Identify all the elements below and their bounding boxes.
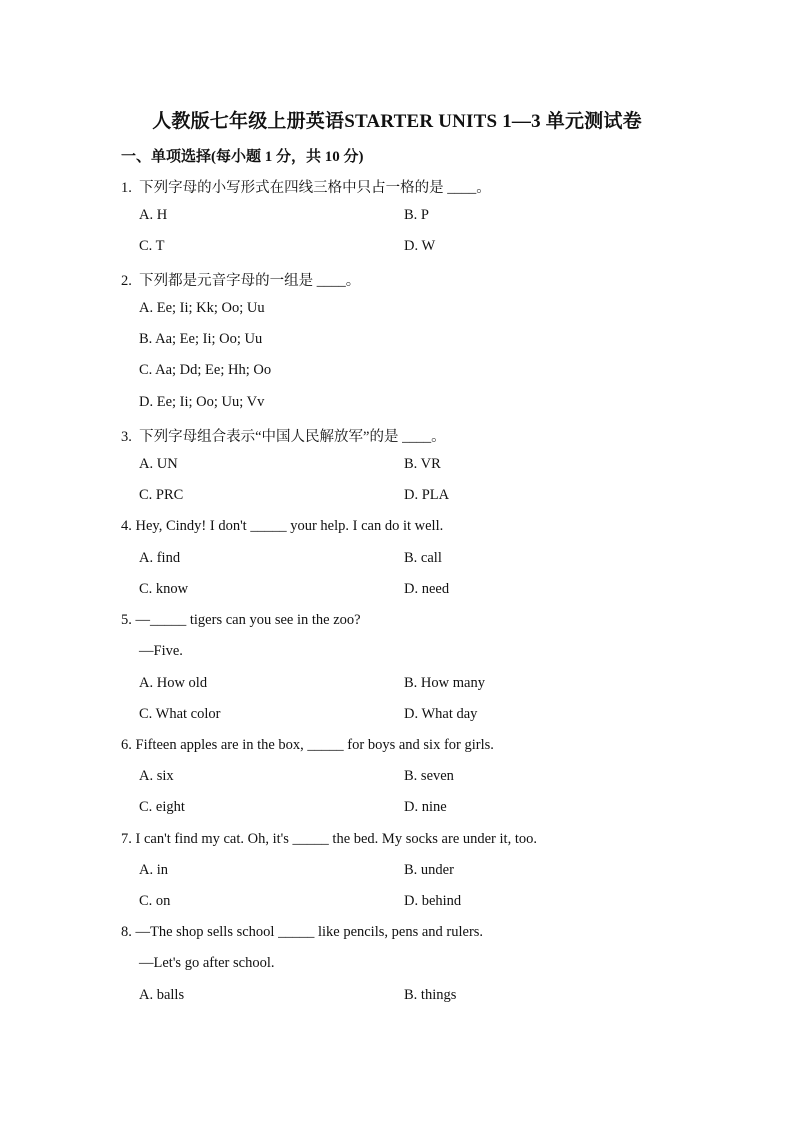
question-5-option-d: D. What day bbox=[404, 706, 478, 722]
question-4-option-b: B. call bbox=[404, 550, 442, 566]
question-5-option-b: B. How many bbox=[404, 675, 485, 691]
question-1-stem: 1. 下列字母的小写形式在四线三格中只占一格的是 ____。 bbox=[121, 180, 491, 196]
question-8-reply: —Let's go after school. bbox=[139, 955, 275, 971]
question-3-option-c: C. PRC bbox=[139, 487, 184, 503]
question-7-option-a: A. in bbox=[139, 862, 168, 878]
question-7-option-d: D. behind bbox=[404, 893, 462, 909]
question-5-reply: —Five. bbox=[139, 643, 183, 659]
question-1-option-b: B. P bbox=[404, 207, 429, 223]
question-7-option-b: B. under bbox=[404, 862, 454, 878]
question-6-option-a: A. six bbox=[139, 768, 174, 784]
question-3-stem: 3. 下列字母组合表示“中国人民解放军”的是 ____。 bbox=[121, 429, 446, 445]
question-1-option-a: A. H bbox=[139, 207, 168, 223]
page-title: 人教版七年级上册英语STARTER UNITS 1—3 单元测试卷 bbox=[152, 111, 642, 132]
question-8-stem: 8. —The shop sells school _____ like pencils, pens and rulers. bbox=[121, 924, 484, 940]
question-2-option-a: A. Ee; Ii; Kk; Oo; Uu bbox=[139, 300, 265, 316]
question-5-option-a: A. How old bbox=[139, 675, 208, 691]
question-2-option-d: D. Ee; Ii; Oo; Uu; Vv bbox=[139, 394, 265, 410]
question-2-stem: 2. 下列都是元音字母的一组是 ____。 bbox=[121, 273, 361, 289]
question-7-stem: 7. I can't find my cat. Oh, it's _____ the bed. My socks are under it, too. bbox=[121, 831, 537, 847]
question-8-option-b: B. things bbox=[404, 987, 457, 1003]
question-6-option-c: C. eight bbox=[139, 799, 185, 815]
question-1-option-c: C. T bbox=[139, 238, 165, 254]
question-3-option-b: B. VR bbox=[404, 456, 441, 472]
section-heading: 一、单项选择(每小题 1 分，共 10 分) bbox=[121, 149, 364, 165]
question-4-option-a: A. find bbox=[139, 550, 181, 566]
question-4-stem: 4. Hey, Cindy! I don't _____ your help. I can do it well. bbox=[121, 518, 444, 534]
question-6-option-b: B. seven bbox=[404, 768, 454, 784]
question-3-option-a: A. UN bbox=[139, 456, 178, 472]
question-4-option-c: C. know bbox=[139, 581, 189, 597]
question-2-option-b: B. Aa; Ee; Ii; Oo; Uu bbox=[139, 331, 263, 347]
question-4-option-d: D. need bbox=[404, 581, 450, 597]
question-7-option-c: C. on bbox=[139, 893, 171, 909]
question-1-option-d: D. W bbox=[404, 238, 436, 254]
question-6-stem: 6. Fifteen apples are in the box, _____ for boys and six for girls. bbox=[121, 737, 494, 753]
question-5-stem: 5. —_____ tigers can you see in the zoo? bbox=[121, 612, 361, 628]
question-6-option-d: D. nine bbox=[404, 799, 447, 815]
question-5-option-c: C. What color bbox=[139, 706, 221, 722]
question-8-option-a: A. balls bbox=[139, 987, 185, 1003]
question-3-option-d: D. PLA bbox=[404, 487, 450, 503]
question-2-option-c: C. Aa; Dd; Ee; Hh; Oo bbox=[139, 362, 272, 378]
